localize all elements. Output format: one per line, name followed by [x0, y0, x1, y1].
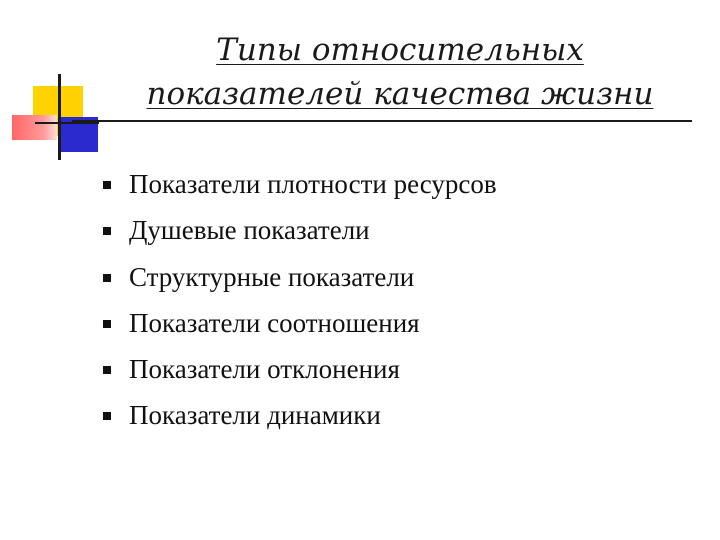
list-item-label: Показатели отклонения [129, 354, 400, 384]
square-bullet-icon [103, 412, 111, 420]
list-item [103, 395, 663, 435]
list-item-label: Душевые показатели [129, 215, 370, 245]
list-item [103, 164, 663, 204]
list-item-label: Показатели плотности ресурсов [129, 169, 497, 199]
title-rule [72, 120, 692, 122]
square-bullet-icon [103, 274, 111, 282]
list-item-label: Показатели соотношения [129, 308, 420, 338]
list-item [103, 210, 663, 250]
red-gradient-square [12, 115, 57, 140]
horizontal-line [35, 122, 99, 124]
list-item-label: Показатели динамики [129, 400, 381, 430]
vertical-line [58, 74, 61, 160]
decorative-logo-squares [0, 0, 110, 170]
title-line-2: показателей качества жизни [146, 76, 654, 112]
list-item [103, 257, 663, 297]
slide-title [100, 28, 700, 116]
square-bullet-icon [103, 366, 111, 374]
list-item-label: Структурные показатели [129, 262, 415, 292]
square-bullet-icon [103, 181, 111, 189]
square-bullet-icon [103, 320, 111, 328]
square-bullet-icon [103, 227, 111, 235]
list-item [103, 349, 663, 389]
title-line-1: Типы относительных [216, 32, 584, 68]
list-item [103, 303, 663, 343]
